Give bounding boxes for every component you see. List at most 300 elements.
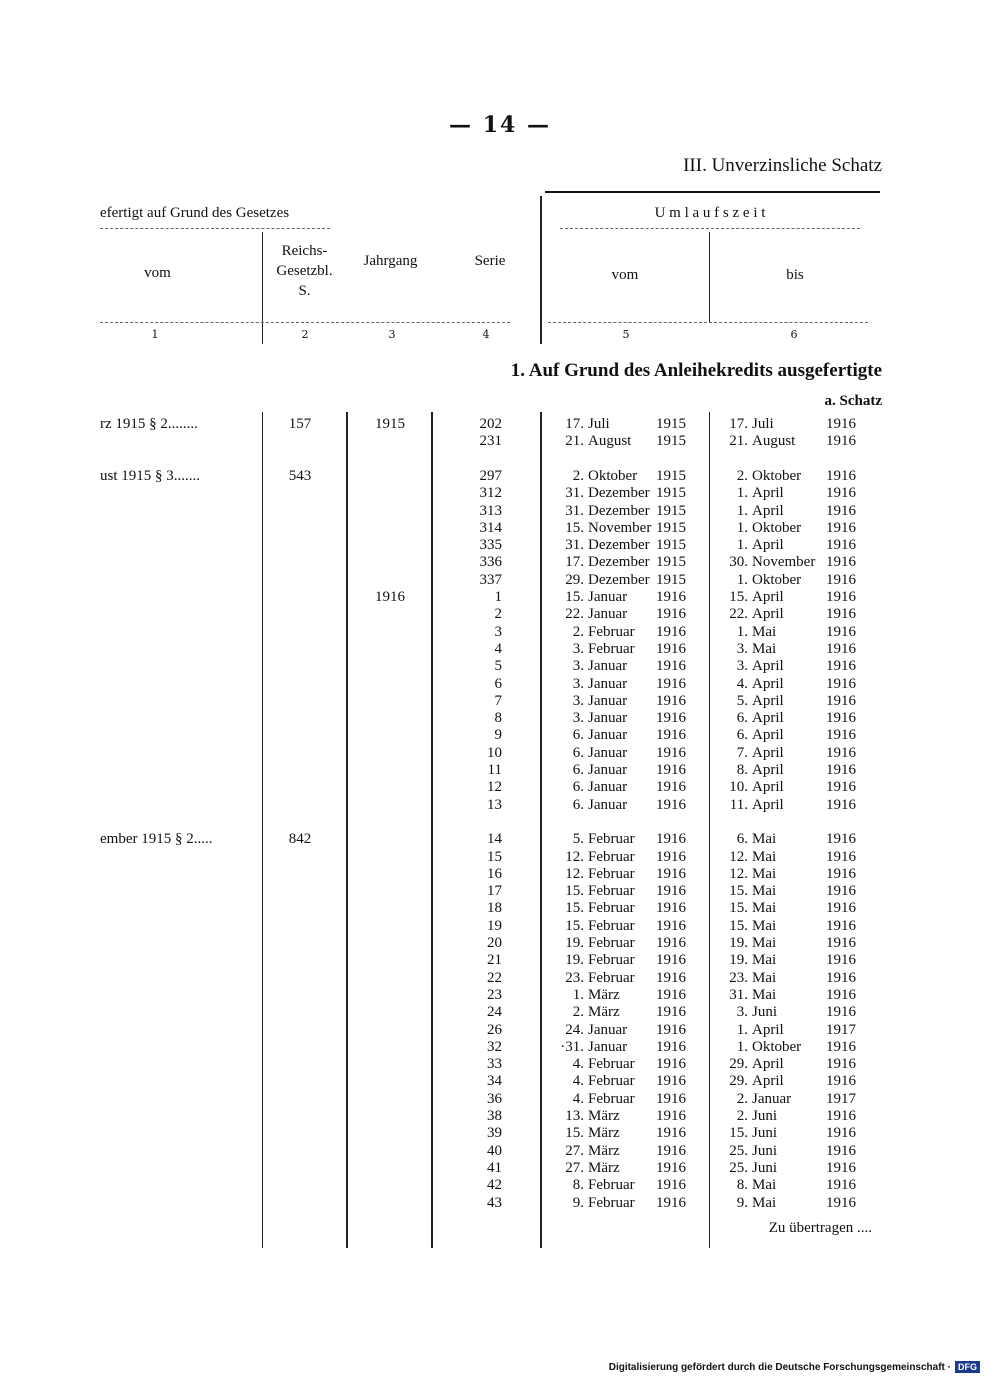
cell-vom-month: August — [588, 433, 632, 450]
cell-bis-day: 8. — [736, 1177, 748, 1194]
cell-vom-day: 31. — [565, 502, 584, 519]
cell-bis-month: Mai — [752, 952, 777, 969]
header-umlauf-bis: bis — [786, 267, 804, 283]
cell-bis-month: Juli — [752, 416, 774, 432]
cell-vom-month: Januar — [588, 762, 628, 778]
page-number: — 14 — — [449, 112, 551, 138]
cell-vom-year: 1916 — [656, 1142, 686, 1159]
cell-bis-day: 15. — [729, 1125, 748, 1142]
cell-vom-day: 12. — [565, 848, 584, 865]
cell-vom-year: 1916 — [656, 986, 686, 1003]
cell-vom-month: Februar — [588, 917, 635, 934]
cell-vom-month: Oktober — [588, 467, 638, 484]
cell-vom-year: 1915 — [656, 416, 686, 432]
cell-bis-month: Oktober — [752, 467, 802, 484]
cell-bis-month: April — [752, 1021, 784, 1038]
cell-vom-month: Januar — [588, 1021, 628, 1038]
table-row — [0, 485, 1000, 502]
cell-vom-year: 1916 — [656, 1056, 686, 1073]
table-row — [0, 416, 1000, 433]
cell-vom: ust 1915 § 3....... — [100, 467, 201, 484]
cell-bis-year: 1916 — [826, 675, 856, 692]
cell-vom-month: März — [588, 1108, 620, 1124]
cell-bis-year: 1916 — [826, 1194, 856, 1211]
cell-vom-month: Januar — [588, 589, 628, 605]
cell-bis-year: 1916 — [826, 883, 856, 900]
table-row — [0, 606, 1000, 623]
cell-vom-month: November — [588, 519, 652, 536]
cell-serie: 6 — [494, 675, 502, 692]
cell-vom-day: 15. — [565, 1125, 584, 1142]
table-row — [0, 883, 1000, 900]
cell-vom-month: Januar — [588, 796, 628, 813]
cell-serie: 10 — [487, 744, 502, 761]
cell-serie: 18 — [487, 900, 502, 917]
cell-bis-year: 1916 — [826, 865, 856, 882]
cell-bis-year: 1916 — [826, 692, 856, 709]
cell-vom-day: 19. — [565, 935, 584, 951]
cell-bis-year: 1916 — [826, 727, 856, 744]
cell-bis-month: Juni — [752, 1004, 778, 1021]
cell-vom-year: 1916 — [656, 1021, 686, 1038]
cell-vom-month: Februar — [588, 1194, 635, 1211]
table-row — [0, 779, 1000, 796]
cell-vom-year: 1915 — [656, 433, 686, 450]
cell-vom-month: Dezember — [588, 571, 650, 588]
cell-bis-day: 6. — [736, 710, 748, 727]
cell-bis-year: 1916 — [826, 623, 856, 640]
cell-vom-month: Februar — [588, 848, 635, 865]
cell-bis-month: April — [752, 675, 784, 692]
cell-bis-year: 1916 — [826, 952, 856, 969]
cell-bis-month: April — [752, 1056, 784, 1073]
cell-vom-month: Januar — [588, 727, 628, 744]
cell-vom-year: 1916 — [656, 623, 686, 640]
cell-reichsgesetzblatt: 157 — [288, 416, 312, 432]
cell-bis-day: 17. — [729, 416, 748, 432]
cell-bis-month: Mai — [752, 865, 777, 882]
cell-vom-day: 3. — [572, 675, 584, 692]
table-row — [0, 468, 1000, 485]
cell-bis-day: 19. — [729, 952, 748, 969]
cell-bis-day: 1. — [736, 1021, 748, 1038]
cell-vom-month: Dezember — [588, 502, 650, 519]
table-row — [0, 762, 1000, 779]
cell-bis-year: 1916 — [826, 848, 856, 865]
cell-vom-month: Februar — [588, 883, 635, 900]
cell-bis-day: 1. — [736, 537, 748, 554]
cell-bis-day: 7. — [736, 744, 748, 761]
cell-vom-day: 4. — [572, 1056, 584, 1073]
cell-vom-month: Februar — [588, 1073, 635, 1090]
cell-vom-day: 31. — [565, 537, 584, 554]
cell-bis-month: Mai — [752, 848, 777, 865]
cell-bis-month: April — [752, 589, 784, 605]
cell-vom-year: 1915 — [656, 571, 686, 588]
cell-serie: 34 — [487, 1073, 502, 1090]
cell-bis-year: 1916 — [826, 1108, 856, 1124]
cell-bis-day: 22. — [729, 606, 748, 623]
cell-vom-month: Februar — [588, 831, 635, 848]
cell-vom-day: 24. — [565, 1021, 584, 1038]
header-gefertigt: efertigt auf Grund des Gesetzes — [100, 205, 290, 221]
cell-bis-year: 1916 — [826, 796, 856, 813]
cell-bis-year: 1916 — [826, 502, 856, 519]
section-title: III. Unverzinsliche Schatz — [683, 155, 882, 176]
cell-bis-year: 1916 — [826, 900, 856, 917]
cell-serie: 32 — [487, 1038, 502, 1055]
cell-vom-month: Dezember — [588, 485, 650, 502]
cell-bis-day: 12. — [729, 865, 748, 882]
cell-vom-year: 1916 — [656, 831, 686, 848]
cell-bis-month: Mai — [752, 1194, 777, 1211]
cell-vom-year: 1916 — [656, 1177, 686, 1194]
cell-serie: 7 — [494, 692, 502, 709]
cell-bis-month: April — [752, 727, 784, 744]
cell-bis-day: 29. — [729, 1056, 748, 1073]
cell-vom-year: 1916 — [656, 762, 686, 778]
cell-bis-year: 1916 — [826, 658, 856, 675]
cell-vom-day: 29. — [565, 571, 584, 588]
header-jahrgang: Jahrgang — [363, 253, 418, 269]
cell-serie: 43 — [487, 1194, 502, 1211]
cell-serie: 202 — [479, 416, 502, 432]
table-row — [0, 1004, 1000, 1021]
cell-bis-day: 1. — [736, 623, 748, 640]
cell-bis-month: Oktober — [752, 519, 802, 536]
cell-vom-month: Februar — [588, 865, 635, 882]
cell-vom-month: März — [588, 1004, 620, 1021]
cell-bis-month: April — [752, 485, 784, 502]
table-row — [0, 935, 1000, 952]
cell-vom-month: Juli — [588, 416, 610, 432]
cell-vom-month: Januar — [588, 744, 628, 761]
table-row — [0, 1177, 1000, 1194]
table-row — [0, 710, 1000, 727]
cell-bis-year: 1916 — [826, 571, 856, 588]
cell-bis-year: 1916 — [826, 416, 856, 432]
table-row — [0, 520, 1000, 537]
cell-vom-year: 1916 — [656, 1194, 686, 1211]
cell-vom-year: 1916 — [656, 779, 686, 796]
cell-vom-day: 21. — [565, 433, 584, 450]
cell-bis-month: April — [752, 796, 784, 813]
cell-vom-month: Januar — [588, 692, 628, 709]
cell-serie: 12 — [487, 779, 502, 796]
cell-serie: 3 — [494, 623, 502, 640]
cell-reichsgesetzblatt: 543 — [288, 467, 312, 484]
cell-vom-day: 3. — [572, 692, 584, 709]
cell-bis-day: 15. — [729, 900, 748, 917]
cell-jahrgang: 1916 — [375, 589, 405, 605]
table-row — [0, 676, 1000, 693]
cell-vom-year: 1916 — [656, 640, 686, 657]
footer — [609, 1361, 980, 1373]
header-serie: Serie — [474, 253, 506, 269]
colnum-5: 5 — [622, 328, 630, 341]
cell-bis-month: November — [752, 554, 816, 571]
cell-vom-day: 13. — [565, 1108, 584, 1124]
header-rgb: Reichs- Gesetzbl. S. — [276, 243, 333, 299]
colnum-2: 2 — [301, 328, 309, 341]
header-bottom-dash-left — [100, 322, 510, 323]
cell-serie: 337 — [479, 571, 502, 588]
cell-vom-month: Februar — [588, 1056, 635, 1073]
cell-vom-month: März — [588, 986, 620, 1003]
table-row — [0, 952, 1000, 969]
table-row — [0, 1056, 1000, 1073]
cell-vom-year: 1916 — [656, 744, 686, 761]
cell-vom-day: 6. — [572, 727, 584, 744]
cell-bis-month: April — [752, 779, 784, 796]
header-divider — [540, 196, 542, 344]
cell-vom-month: Februar — [588, 640, 635, 657]
cell-bis-month: Juni — [752, 1159, 778, 1176]
cell-vom-year: 1916 — [656, 675, 686, 692]
cell-bis-day: 21. — [729, 433, 748, 450]
cell-bis-year: 1916 — [826, 779, 856, 796]
table-row — [0, 918, 1000, 935]
cell-vom-year: 1916 — [656, 1038, 686, 1055]
table-row — [0, 1091, 1000, 1108]
cell-vom-day: 15. — [565, 900, 584, 917]
cell-bis-year: 1916 — [826, 1056, 856, 1073]
cell-bis-year: 1916 — [826, 485, 856, 502]
table-row — [0, 537, 1000, 554]
cell-bis-day: 31. — [729, 986, 748, 1003]
cell-bis-year: 1916 — [826, 1004, 856, 1021]
cell-vom-month: Februar — [588, 969, 635, 986]
cell-vom-day: 3. — [572, 658, 584, 675]
subheading-schatz: a. Schatz — [824, 393, 882, 409]
cell-serie: 15 — [487, 848, 502, 865]
cell-vom-year: 1916 — [656, 865, 686, 882]
table-row — [0, 1073, 1000, 1090]
cell-serie: 24 — [487, 1004, 502, 1021]
cell-serie: 17 — [487, 883, 502, 900]
cell-vom-year: 1915 — [656, 502, 686, 519]
cell-bis-year: 1916 — [826, 710, 856, 727]
cell-serie: 26 — [487, 1021, 502, 1038]
cell-bis-month: Oktober — [752, 571, 802, 588]
cell-serie: 11 — [487, 762, 502, 778]
cell-bis-day: 5. — [736, 692, 748, 709]
cell-vom-year: 1916 — [656, 1090, 686, 1107]
cell-bis-month: April — [752, 502, 784, 519]
cell-vom-day: 5. — [572, 831, 584, 848]
cell-vom: ember 1915 § 2..... — [100, 831, 213, 848]
cell-reichsgesetzblatt: 842 — [288, 831, 312, 848]
table-row — [0, 866, 1000, 883]
cell-vom-year: 1916 — [656, 727, 686, 744]
carry-over: Zu übertragen .... — [768, 1220, 872, 1236]
cell-bis-month: Mai — [752, 917, 777, 934]
cell-bis-day: 25. — [729, 1159, 748, 1176]
cell-serie: 21 — [487, 952, 502, 969]
table-row — [0, 987, 1000, 1004]
cell-serie: 231 — [479, 433, 502, 450]
cell-bis-month: Mai — [752, 883, 777, 900]
cell-vom-day: 6. — [572, 796, 584, 813]
cell-serie: 40 — [487, 1142, 502, 1159]
cell-bis-day: 1. — [736, 502, 748, 519]
cell-bis-year: 1916 — [826, 935, 856, 951]
cell-bis-day: 2. — [736, 1090, 748, 1107]
cell-bis-day: 10. — [729, 779, 748, 796]
cell-bis-year: 1916 — [826, 606, 856, 623]
table-row — [0, 641, 1000, 658]
cell-bis-day: 12. — [729, 848, 748, 865]
cell-vom-day: 27. — [565, 1142, 584, 1159]
cell-bis-year: 1916 — [826, 1177, 856, 1194]
subheading-anleihekredit: 1. Auf Grund des Anleihekredits ausgefertigte — [510, 360, 882, 381]
colnum-4: 4 — [482, 328, 490, 341]
table-row — [0, 658, 1000, 675]
header-dash-left — [100, 228, 330, 229]
cell-serie: 312 — [479, 485, 502, 502]
col-divider-umlauf — [709, 232, 710, 322]
cell-vom-day: 2. — [572, 467, 584, 484]
cell-vom-day: 19. — [565, 952, 584, 969]
cell-bis-year: 1916 — [826, 1038, 856, 1055]
cell-bis-day: 19. — [729, 935, 748, 951]
cell-vom-year: 1916 — [656, 589, 686, 605]
cell-bis-year: 1916 — [826, 537, 856, 554]
cell-vom-year: 1916 — [656, 1125, 686, 1142]
cell-bis-day: 3. — [736, 658, 748, 675]
cell-bis-day: 1. — [736, 485, 748, 502]
cell-bis-day: 29. — [729, 1073, 748, 1090]
header-dash-right — [560, 228, 860, 229]
cell-vom-day: 15. — [565, 917, 584, 934]
cell-bis-month: April — [752, 606, 784, 623]
cell-serie: 335 — [479, 537, 502, 554]
cell-serie: 19 — [487, 917, 502, 934]
cell-vom-day: 12. — [565, 865, 584, 882]
cell-vom-month: Januar — [588, 779, 628, 796]
cell-bis-month: Mai — [752, 935, 777, 951]
cell-vom-day: ·31. — [560, 1038, 584, 1055]
cell-vom-day: 4. — [572, 1073, 584, 1090]
cell-vom-day: 3. — [572, 640, 584, 657]
dfg-logo: DFG — [955, 1361, 980, 1373]
cell-bis-day: 11. — [729, 796, 748, 813]
cell-serie: 5 — [494, 658, 502, 675]
table-row — [0, 970, 1000, 987]
table-row — [0, 1022, 1000, 1039]
cell-vom-day: 15. — [565, 589, 584, 605]
cell-vom-month: Januar — [588, 675, 628, 692]
table-row — [0, 433, 1000, 450]
cell-bis-month: Mai — [752, 969, 777, 986]
cell-vom-month: Februar — [588, 900, 635, 917]
cell-serie: 14 — [487, 831, 502, 848]
cell-vom-year: 1915 — [656, 467, 686, 484]
cell-vom-day: 6. — [572, 744, 584, 761]
cell-vom-year: 1915 — [656, 519, 686, 536]
cell-bis-month: Januar — [752, 1090, 792, 1107]
cell-vom-day: 6. — [572, 762, 584, 778]
cell-vom-year: 1916 — [656, 848, 686, 865]
cell-bis-day: 1. — [736, 1038, 748, 1055]
footer-text: Digitalisierung gefördert durch die Deutsche Forschungsgemeinschaft · — [608, 1361, 951, 1373]
cell-bis-month: Mai — [752, 623, 777, 640]
table-row — [0, 503, 1000, 520]
colnum-1: 1 — [151, 328, 159, 341]
colnum-6: 6 — [790, 328, 798, 341]
cell-bis-month: April — [752, 762, 784, 778]
header-bottom-dash-right — [548, 322, 868, 323]
cell-serie: 313 — [479, 502, 502, 519]
cell-bis-year: 1916 — [826, 969, 856, 986]
cell-vom-day: 8. — [572, 1177, 584, 1194]
cell-bis-month: April — [752, 692, 784, 709]
cell-vom-year: 1916 — [656, 952, 686, 969]
table-row — [0, 572, 1000, 589]
table-row — [0, 900, 1000, 917]
cell-vom-day: 1. — [572, 986, 584, 1003]
cell-vom-year: 1915 — [656, 554, 686, 571]
cell-bis-month: Oktober — [752, 1038, 802, 1055]
cell-vom-year: 1916 — [656, 606, 686, 623]
cell-vom-year: 1916 — [656, 1073, 686, 1090]
cell-bis-month: April — [752, 1073, 784, 1090]
header-umlauf-vom: vom — [611, 267, 639, 283]
cell-bis-year: 1916 — [826, 1142, 856, 1159]
cell-jahrgang: 1915 — [375, 416, 405, 432]
cell-bis-month: Mai — [752, 1177, 777, 1194]
cell-vom-month: März — [588, 1125, 620, 1142]
table-row — [0, 589, 1000, 606]
cell-bis-year: 1916 — [826, 744, 856, 761]
cell-bis-day: 30. — [729, 554, 748, 571]
cell-serie: 13 — [487, 796, 502, 813]
cell-vom-day: 2. — [572, 1004, 584, 1021]
cell-bis-year: 1916 — [826, 762, 856, 778]
table-row — [0, 624, 1000, 641]
cell-vom-day: 17. — [565, 416, 584, 432]
cell-bis-month: Mai — [752, 831, 777, 848]
cell-bis-day: 2. — [736, 1108, 748, 1124]
table-row — [0, 554, 1000, 571]
cell-bis-day: 9. — [736, 1194, 748, 1211]
header-top-rule — [545, 191, 880, 193]
cell-serie: 39 — [487, 1125, 502, 1142]
cell-bis-year: 1916 — [826, 831, 856, 848]
cell-serie: 16 — [487, 865, 502, 882]
cell-vom: rz 1915 § 2........ — [100, 416, 198, 432]
cell-bis-day: 15. — [729, 917, 748, 934]
cell-serie: 38 — [487, 1108, 502, 1124]
cell-vom-month: Dezember — [588, 554, 650, 571]
cell-bis-year: 1916 — [826, 986, 856, 1003]
cell-bis-month: Juni — [752, 1108, 778, 1124]
table-row — [0, 727, 1000, 744]
cell-bis-year: 1917 — [826, 1090, 856, 1107]
cell-bis-day: 15. — [729, 589, 748, 605]
cell-vom-year: 1916 — [656, 917, 686, 934]
cell-bis-month: Mai — [752, 640, 777, 657]
cell-bis-day: 3. — [736, 640, 748, 657]
cell-vom-day: 17. — [565, 554, 584, 571]
cell-vom-month: Februar — [588, 623, 635, 640]
table-row — [0, 1160, 1000, 1177]
cell-vom-year: 1916 — [656, 935, 686, 951]
cell-bis-day: 15. — [729, 883, 748, 900]
cell-bis-month: April — [752, 658, 784, 675]
cell-vom-month: Februar — [588, 1177, 635, 1194]
cell-vom-day: 2. — [572, 623, 584, 640]
